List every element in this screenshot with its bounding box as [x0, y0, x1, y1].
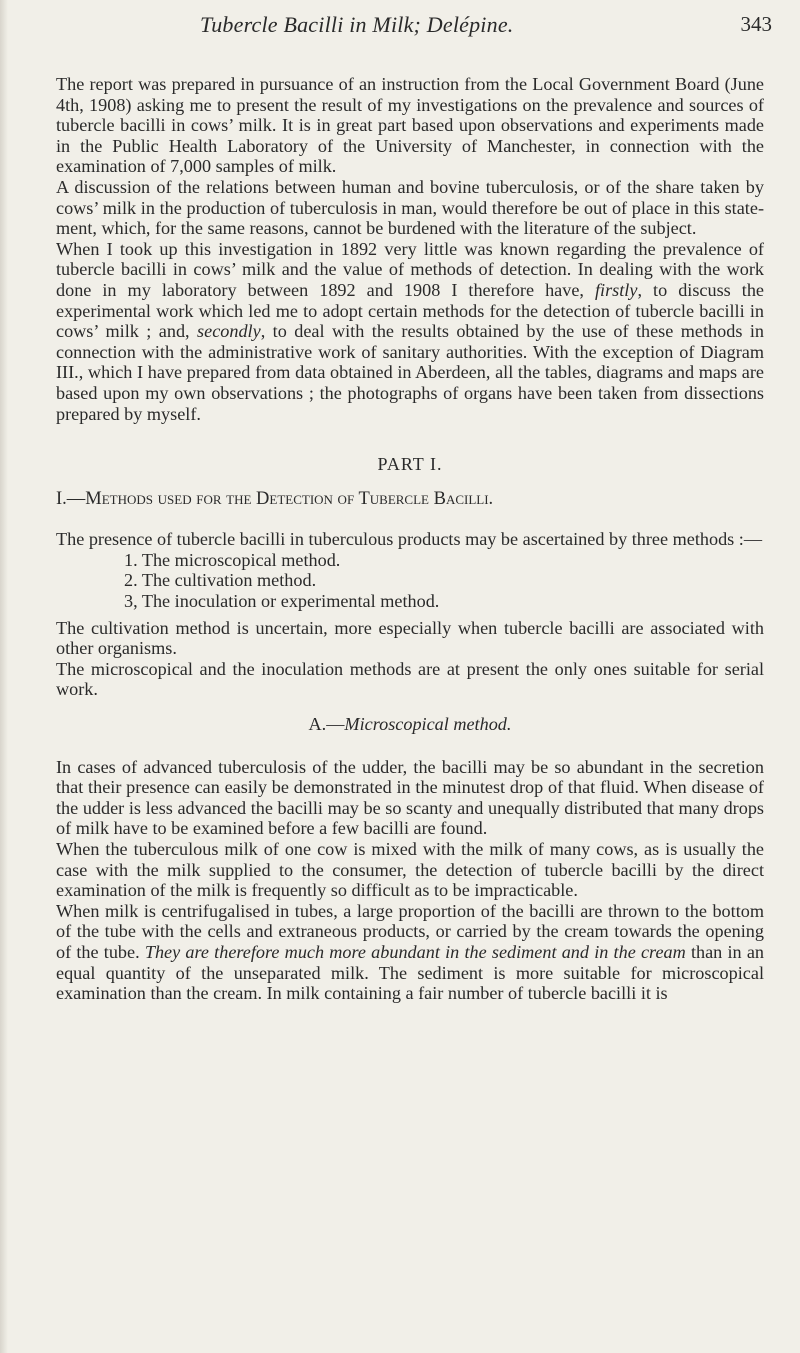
paragraph-cultivation-uncertain: The cultivation method is uncertain, more especially when tubercle bacilli are associated with other organisms. — [56, 617, 764, 659]
method-item-cultivation: 2. The cultivation method. — [124, 570, 317, 591]
emphasis-firstly: firstly — [594, 279, 638, 300]
emphasis-sediment-cream: They are therefore much more abundant in the sediment and in the cream — [144, 941, 686, 962]
page-header — [0, 12, 800, 46]
paragraph-centrifugalised-part-b: than in an equal quantity of the unseparated milk. The sediment is more suitable for microscopical examination than the cream. In milk containing a fair number of tubercle bacilli it is — [56, 941, 764, 1004]
section-title: Methods used for the Detection of Tubercle Bacilli. — [85, 488, 494, 509]
methods-list — [56, 550, 764, 612]
paragraph-three-methods: The presence of tubercle bacilli in tuberculous products may be ascertained by three methods :— — [56, 529, 763, 550]
paragraph-suitable-methods: The microscopical and the inoculation methods are at present the only ones suitable for serial work. — [56, 658, 764, 700]
paragraph-investigation-part-a: When I took up this investigation in 1892 very little was known regarding the prevalence of tubercle bacilli in cows’ milk and the value of methods of detection. In dealing with the work done in my laboratory between 1892 and 1908 I therefore have, — [56, 238, 764, 300]
subsection-heading — [56, 714, 764, 735]
paragraph-investigation-part-b: , to discuss the experimental work which led me to adopt certain methods for the detection of tubercle bacilli in cows’ milk ; and, — [56, 279, 764, 342]
page-edge — [0, 0, 8, 1353]
method-item-microscopical: 1. The microscopical method. — [124, 549, 341, 570]
section-heading — [56, 489, 764, 510]
paragraph-discussion: A discussion of the relations between human and bovine tuberculosis, or of the share taken by cows’ milk in the production of tuberculosis in man, would therefore be out of place in this statement, which, for the same reasons, cannot be burdened with the literature of the subject. — [56, 176, 764, 239]
paragraph-report-purpose: The report was prepared in pursuance of an instruction from the Local Government Board (June 4th, 1908) asking me to present the result of my investigations on the prevalence and sources of tubercle bacilli in cows’ milk. It is in great part based upon observations and experiments made in the Public Health Laboratory of the University of Manchester, in connection with the examination of 7,000 samples of milk. — [56, 74, 764, 177]
paragraph-investigation — [56, 239, 764, 424]
subsection-title: Microscopical method. — [344, 714, 512, 735]
running-head: Tubercle Bacilli in Milk; Delépine. — [200, 12, 514, 37]
paragraph-centrifugalised — [56, 901, 764, 1004]
subsection-prefix: A.— — [308, 714, 345, 735]
section-number: I.— — [56, 488, 86, 509]
paragraph-mixed-milk: When the tuberculous milk of one cow is mixed with the milk of many cows, as is usually the case with the milk supplied to the consumer, the detection of tubercle bacilli by the direct examination of the milk is frequently so difficult as to be impracticable. — [56, 839, 764, 901]
paragraph-investigation-part-c: , to deal with the results obtained by the use of these methods in connection with the administrative work of sanitary authorities. With the exception of Diagram III., which I have prepared from data obtained in Aberdeen, all the tables, diagrams and maps are based upon my own observations ; the photographs of organs have been taken from dissections prepared by myself. — [56, 321, 764, 424]
paragraph-advanced-tuberculosis: In cases of advanced tuberculosis of the udder, the bacilli may be so abundant in the secretion that their presence can easily be demonstrated in the minutest drop of that fluid. When disease of the udder is less advanced the bacilli may be so scanty and unequally distributed that many drops of milk have to be examined before a few bacilli are found. — [56, 756, 764, 839]
part-heading: PART I. — [377, 454, 443, 475]
page-number: 343 — [740, 12, 772, 36]
page-body — [56, 74, 764, 1004]
method-item-inoculation: 3, The inoculation or experimental method. — [124, 591, 440, 612]
emphasis-secondly: secondly — [197, 321, 261, 342]
paragraph-centrifugalised-part-a: When milk is centrifugalised in tubes, a large proportion of the bacilli are thrown to the bottom of the tube with the cells and extraneous products, or carried by the cream towards the opening of the tube. — [56, 900, 764, 962]
